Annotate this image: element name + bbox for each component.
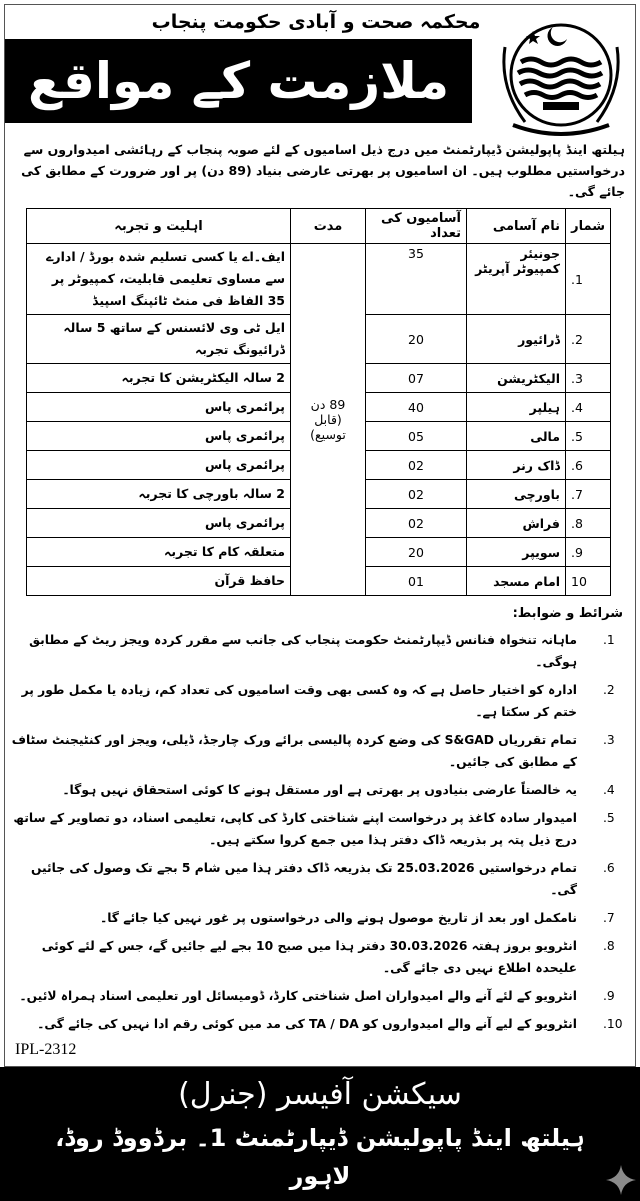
serial-cell: 3. <box>566 364 611 393</box>
condition-text: انٹرویو کے لئے آنے والے امیدواران اصل شناختی کارڈ، ڈومیسائل اور تعلیمی اسناد ہمراہ لائیں۔ <box>19 989 577 1003</box>
post-cell: ڈاک رنر <box>467 451 566 480</box>
post-cell: سویپر <box>467 538 566 567</box>
sparkle-icon <box>606 1165 636 1195</box>
qualification-cell: متعلقہ کام کا تجربہ <box>27 538 291 567</box>
condition-text: امیدوار سادہ کاغذ پر درخواست اپنے شناختی کارڈ کی کاپی، تعلیمی اسناد، دو تصاویر کے ساتھ درج ذیل پتہ پر بذریعہ ڈاک دفتر ہذا میں جمع کروا سکتے ہیں۔ <box>13 811 577 847</box>
serial-cell: 2. <box>566 315 611 364</box>
condition-number: 2. <box>603 683 615 697</box>
count-cell: 02 <box>366 509 467 538</box>
ad-code: IPL-2312 <box>15 1041 77 1058</box>
header-serial: شمار <box>566 209 611 244</box>
post-cell: ڈرائیور <box>467 315 566 364</box>
condition-text: ادارہ کو اختیار حاصل ہے کہ وہ کسی بھی وقت اسامیوں کی تعداد کم، زیادہ یا مکمل طور پر ختم کر سکتا ہے۔ <box>21 683 577 719</box>
qualification-cell: پرائمری پاس <box>27 393 291 422</box>
duration-value: 89 دن <box>310 397 346 412</box>
post-cell: باورچی <box>467 480 566 509</box>
condition-number: 1. <box>603 633 615 647</box>
count-cell: 01 <box>366 567 467 596</box>
condition-text: ماہانہ تنخواہ فنانس ڈیپارٹمنٹ حکومت پنجاب کی جانب سے مقرر کردہ ویجز ریٹ کے مطابق ہوگی۔ <box>29 633 577 669</box>
serial-cell: 7. <box>566 480 611 509</box>
post-cell: الیکٹریشن <box>467 364 566 393</box>
banner-title: ملازمت کے مواقع <box>5 39 472 123</box>
condition-text: نامکمل اور بعد از تاریخ موصول ہونے والی درخواستوں پر غور نہیں کیا جائے گا۔ <box>99 911 577 925</box>
office-address: ہیلتھ اینڈ پاپولیشن ڈیپارٹمنٹ 1۔ برڈووڈ روڈ، لاہور <box>55 1124 585 1190</box>
condition-number: 6. <box>603 861 615 875</box>
conditions-list <box>11 626 627 1038</box>
duration-cell <box>291 244 366 596</box>
condition-number: 7. <box>603 911 615 925</box>
condition-item <box>11 904 627 932</box>
condition-item <box>11 676 627 726</box>
condition-number: 10. <box>603 1017 623 1031</box>
post-cell: فراش <box>467 509 566 538</box>
condition-item <box>11 726 627 776</box>
serial-cell: 5. <box>566 422 611 451</box>
condition-number: 9. <box>603 989 615 1003</box>
qualification-cell: ایف۔اے یا کسی تسلیم شدہ بورڈ / ادارے سے مساوی تعلیمی قابلیت، کمپیوٹر پر 35 الفاظ فی منٹ ٹائپنگ اسپیڈ <box>27 244 291 315</box>
count-cell: 20 <box>366 538 467 567</box>
condition-item <box>11 626 627 676</box>
qualification-cell: حافظ قرآن <box>27 567 291 596</box>
vacancies-table <box>26 208 611 596</box>
count-cell: 40 <box>366 393 467 422</box>
post-cell: امام مسجد <box>467 567 566 596</box>
qualification-cell: پرائمری پاس <box>27 422 291 451</box>
condition-item <box>11 804 627 854</box>
condition-item <box>11 1010 627 1038</box>
condition-text: تمام درخواستیں 25.03.2026 تک بذریعہ ڈاک دفتر ہذا میں شام 5 بجے تک وصول کی جائیں گی۔ <box>30 861 577 897</box>
condition-item <box>11 776 627 804</box>
header-duration: مدت <box>291 209 366 244</box>
post-cell: جونیئر کمپیوٹر آپریٹر <box>467 244 566 315</box>
serial-cell: 1. <box>566 244 611 315</box>
qualification-cell: 2 سالہ باورچی کا تجربہ <box>27 480 291 509</box>
count-cell: 02 <box>366 480 467 509</box>
department-title: محکمہ صحت و آبادی حکومت پنجاب <box>151 11 481 33</box>
count-cell: 02 <box>366 451 467 480</box>
advertisement-border <box>4 4 636 1067</box>
punjab-government-logo <box>493 7 629 137</box>
table-row <box>27 244 611 315</box>
condition-number: 5. <box>603 811 615 825</box>
header-post: نام آسامی <box>467 209 566 244</box>
count-cell: 07 <box>366 364 467 393</box>
count-cell: 35 <box>366 244 467 315</box>
footer-band <box>0 1067 640 1201</box>
count-cell: 20 <box>366 315 467 364</box>
qualification-cell: پرائمری پاس <box>27 509 291 538</box>
condition-text: یہ خالصتاً عارضی بنیادوں پر بھرتی ہے اور مستقل ہونے کا کوئی استحقاق نہیں ہوگا۔ <box>62 783 577 797</box>
condition-item <box>11 932 627 982</box>
condition-text: انٹرویو بروز ہفتہ 30.03.2026 دفتر ہذا میں صبح 10 بجے لیے جائیں گے، جس کے لئے کوئی علیحدہ اطلاع نہیں دی جائے گی۔ <box>41 939 577 975</box>
qualification-cell: 2 سالہ الیکٹریشن کا تجربہ <box>27 364 291 393</box>
serial-cell: 4. <box>566 393 611 422</box>
post-cell: ہیلپر <box>467 393 566 422</box>
condition-number: 3. <box>603 733 615 747</box>
count-cell: 05 <box>366 422 467 451</box>
serial-cell: 10 <box>566 567 611 596</box>
table-header-row <box>27 209 611 244</box>
duration-note: (قابل توسیع) <box>310 412 346 442</box>
header-count: آسامیوں کی تعداد <box>366 209 467 244</box>
condition-item <box>11 982 627 1010</box>
intro-paragraph: ہیلتھ اینڈ پاپولیشن ڈیپارٹمنٹ میں درج ذیل اسامیوں کے لئے صوبہ پنجاب کے رہائشی امیدواروں سے درخواستیں مطلوب ہیں۔ ان اسامیوں پر بھرتی عارضی بنیاد (89 دن) پر اور ضرورت کے مطابق کی جائے گی۔ <box>21 142 625 199</box>
condition-text: تمام تقرریاں S&GAD کی وضع کردہ پالیسی برائے ورک چارجڈ، ڈیلی، ویجز اور کنٹیجنٹ سٹاف کے مطابق کی جائیں۔ <box>11 733 577 769</box>
serial-cell: 8. <box>566 509 611 538</box>
officer-title: سیکشن آفیسر (جنرل) <box>178 1077 462 1112</box>
serial-cell: 9. <box>566 538 611 567</box>
qualification-cell: پرائمری پاس <box>27 451 291 480</box>
condition-number: 4. <box>603 783 615 797</box>
condition-number: 8. <box>603 939 615 953</box>
header-qualification: اہلیت و تجربہ <box>27 209 291 244</box>
post-cell: مالی <box>467 422 566 451</box>
qualification-cell: ایل ٹی وی لائسنس کے ساتھ 5 سالہ ڈرائیونگ تجربہ <box>27 315 291 364</box>
condition-item <box>11 854 627 904</box>
serial-cell: 6. <box>566 451 611 480</box>
advertisement-header <box>5 5 635 139</box>
conditions-heading: شرائط و ضوابط: <box>512 606 623 621</box>
condition-text: انٹرویو کے لیے آنے والے امیدواروں کو TA / DA کی مد میں کوئی رقم ادا نہیں کی جائے گی۔ <box>37 1017 577 1031</box>
